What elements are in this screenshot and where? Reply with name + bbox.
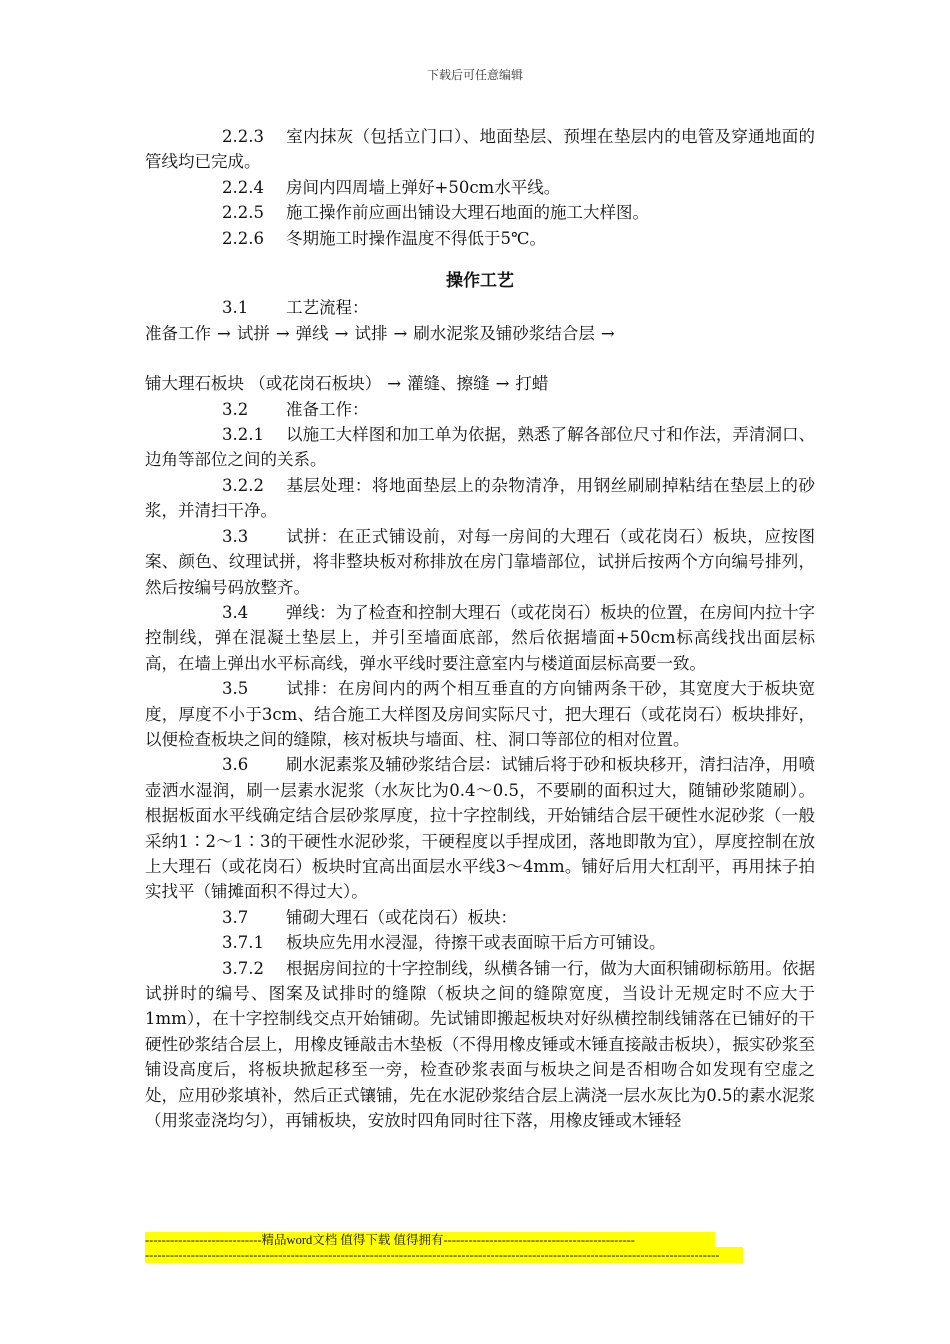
clause-number: 3.3: [222, 526, 249, 546]
paragraph-3-2-1: [145, 422, 815, 473]
clause-number: 3.6: [222, 755, 249, 775]
paragraph-3-1: [145, 295, 815, 320]
process-flow-line-2: [145, 371, 815, 396]
flow-step: 准备工作: [145, 323, 211, 343]
paragraph-text: 房间内四周墙上弹好+50cm水平线。: [286, 177, 561, 197]
arrow-right-icon: →: [393, 323, 408, 343]
clause-number: 3.1: [222, 298, 249, 318]
flow-step: 灌缝、擦缝: [407, 374, 490, 394]
arrow-right-icon: →: [495, 374, 510, 394]
clause-number: 3.7: [222, 907, 249, 927]
paragraph-text: 试排：在房间内的两个相互垂直的方向铺两条干砂，其宽度大于板块宽度，厚度不小于3cm、结合施工大样图及房间实际尺寸，把大理石（或花岗石）板块排好，以便检查板块之间的缝隙，核对板块与墙面、柱、洞口等部位的相对位置。: [145, 679, 815, 749]
main-paragraphs: [145, 397, 815, 1134]
clause-number: 2.2.4: [222, 177, 264, 197]
process-flow-line-1: [145, 321, 815, 346]
paragraph-text: 施工操作前应画出铺设大理石地面的施工大样图。: [286, 203, 649, 223]
clause-number: 3.4: [222, 602, 249, 622]
paragraph-text: 根据房间拉的十字控制线，纵横各铺一行，做为大面积铺砌标筋用。依据试拼时的编号、图案及试排时的缝隙（板块之间的缝隙宽度，当设计无规定时不应大于1mm），在十字控制线交点开始铺砌。先试铺即搬起板块对好纵横控制线铺落在已铺好的干硬性砂浆结合层上，用橡皮锤敲击木垫板（不得用橡皮锤或木锤直接敲击板块），振实砂浆至铺设高度后，将板块掀起移至一旁，检查砂浆表面与板块之间是否相吻合如发现有空虚之处，应用砂浆填补，然后正式镶铺，先在水泥砂浆结合层上满浇一层水灰比为0.5的素水泥浆（用浆壶浇均匀），再铺板块，安放时四角同时往下落，用橡皮锤或木锤轻: [145, 958, 815, 1131]
footer-banner-line-1: ----------------------------精品word文档 值得下载 值得拥有----------------------------------------------: [145, 1232, 715, 1248]
paragraph-text: 试拼：在正式铺设前，对每一房间的大理石（或花岗石）板块，应按图案、颜色、纹理试拼，将非整块板对称排放在房门靠墙部位，试拼后按两个方向编号排列，然后按编号码放整齐。: [145, 526, 815, 597]
clause-number: 3.2.1: [222, 425, 264, 445]
paragraph-3-5: [145, 676, 815, 752]
paragraph-text: 基层处理：将地面垫层上的杂物清净，用钢丝刷刷掉粘结在垫层上的砂浆，并清扫干净。: [145, 475, 815, 521]
paragraph-text: 工艺流程：: [286, 298, 369, 318]
flow-step: 打蜡: [515, 374, 549, 394]
paragraph-2-2-6: [145, 226, 815, 251]
arrow-right-icon: →: [334, 323, 349, 343]
paragraph-3-2-2: [145, 473, 815, 524]
section-title: 操作工艺: [446, 271, 514, 292]
paragraph-3-6: [145, 752, 815, 904]
paragraph-2-2-3: [145, 124, 815, 175]
footer-banner-line-2: ------------------------------------------------------------------------------------------------------------------------------------------: [145, 1247, 743, 1263]
paragraph-text: 铺砌大理石（或花岗石）板块：: [286, 907, 517, 927]
arrow-right-icon: →: [387, 374, 402, 394]
clause-number: 2.2.3: [222, 127, 264, 146]
paragraph-2-2-4: [145, 175, 815, 200]
paragraph-2-2-5: [145, 200, 815, 225]
document-body: [145, 124, 815, 1133]
flow-step: 试拼: [236, 323, 270, 343]
paragraph-text: 准备工作：: [286, 399, 369, 419]
flow-step: 试排: [354, 323, 388, 343]
flow-step: 弹线: [295, 323, 329, 343]
clause-number: 2.2.5: [222, 203, 264, 223]
paragraph-3-7-2: [145, 956, 815, 1134]
clause-number: 3.2.2: [222, 475, 264, 495]
paragraph-text: 弹线：为了检查和控制大理石（或花岗石）板块的位置，在房间内拉十字控制线，弹在混凝土垫层上，并引至墙面底部，然后依据墙面+50cm标高线找出面层标高，在墙上弹出水平标高线，弹水平线时要注意室内与楼道面层标高要一致。: [145, 602, 815, 673]
clause-number: 3.5: [222, 679, 249, 699]
clause-number: 3.7.1: [222, 933, 264, 953]
arrow-right-icon: →: [600, 323, 615, 343]
page-header: 下载后可任意编辑: [426, 68, 523, 82]
paragraph-3-4: [145, 600, 815, 676]
flow-step: 铺大理石板块 （或花岗石板块）: [145, 374, 382, 394]
clause-number: 2.2.6: [222, 228, 264, 248]
paragraph-3-2: [145, 397, 815, 422]
paragraph-text: 板块应先用水浸湿，待擦干或表面晾干后方可铺设。: [286, 933, 666, 953]
clause-number: 3.2: [222, 399, 249, 419]
paragraph-text: 刷水泥素浆及辅砂浆结合层：试铺后将于砂和板块移开，清扫洁净，用喷壶洒水湿润，刷一层素水泥浆（水灰比为0.4～0.5，不要刷的面积过大，随铺砂浆随刷）。根据板面水平线确定结合层砂浆厚度，拉十字控制线，开始铺结合层干硬性水泥砂浆（一般采纳1∶2～1∶3的干硬性水泥砂浆，干硬程度以手捏成团，落地即散为宜），厚度控制在放上大理石（或花岗石）板块时宜高出面层水平线3～4mm。铺好后用大杠刮平，再用抹子拍实找平（铺摊面积不得过大）。: [145, 755, 815, 902]
paragraph-3-7-1: [145, 930, 815, 955]
flow-step: 刷水泥浆及铺砂浆结合层: [413, 323, 595, 343]
paragraph-3-3: [145, 524, 815, 600]
clause-number: 3.7.2: [222, 958, 264, 978]
paragraph-text: 以施工大样图和加工单为依据，熟悉了解各部位尺寸和作法，弄清洞口、边角等部位之间的关系。: [145, 425, 815, 470]
paragraph-text: 室内抹灰（包括立门口）、地面垫层、预埋在垫层内的电管及穿通地面的管线均已完成。: [145, 127, 815, 172]
top-paragraphs: [145, 124, 815, 251]
paragraph-3-7: [145, 905, 815, 930]
paragraph-text: 冬期施工时操作温度不得低于5℃。: [286, 228, 546, 248]
arrow-right-icon: →: [275, 323, 290, 343]
arrow-right-icon: →: [217, 323, 231, 343]
